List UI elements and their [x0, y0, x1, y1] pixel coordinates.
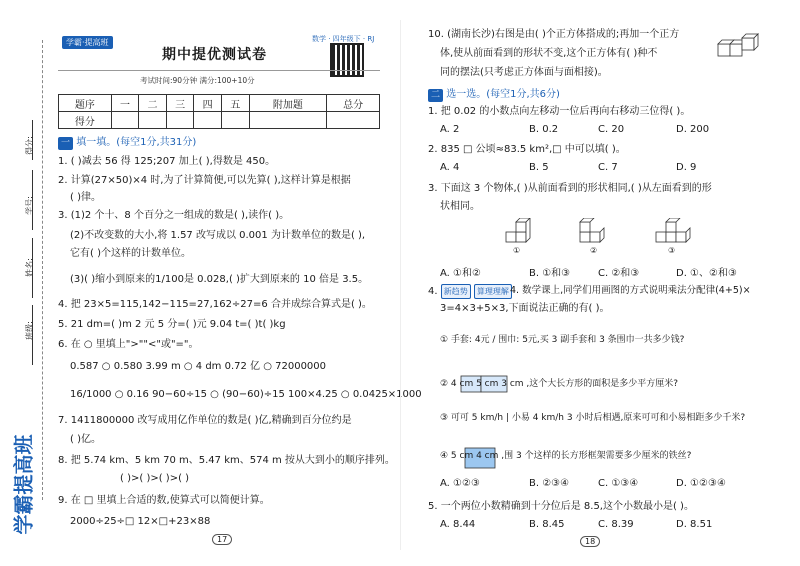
score-table	[58, 94, 380, 129]
option[interactable]: C. 7	[598, 162, 618, 173]
option[interactable]: D. 200	[676, 124, 710, 135]
question-6-row1: 0.587 ○ 0.580 3.99 m ○ 4 dm 0.72 亿 ○ 72000000	[70, 361, 327, 372]
choice-question-3-cont: 状相同。	[440, 201, 480, 212]
brand-vertical-logo: 学霸提高班	[11, 434, 36, 535]
margin-line	[32, 120, 33, 160]
margin-name-label: 姓名:	[24, 258, 34, 277]
margin-class-label: 班级:	[24, 321, 34, 340]
q4-item-1: ① 手套: 4元 / 围巾: 5元,买 3 副手套和 3 条围巾一共多少钱?	[440, 335, 685, 345]
score-cell: 得分	[59, 112, 112, 129]
question-5: 5. 21 dm=( )m 2 元 5 分=( )元 9.04 t=( )t( )kg	[58, 319, 286, 330]
score-input[interactable]	[327, 112, 380, 129]
score-cell: 总分	[327, 95, 380, 112]
question-3-2: (2)不改变数的大小,将 1.57 改写成以 0.001 为计数单位的数是( ),	[70, 230, 366, 241]
q4-item-4: ④ 5 cm 4 cm ,围 3 个这样的长方形框架需要多少厘米的铁丝?	[440, 451, 692, 461]
option[interactable]: B. 8.45	[529, 519, 565, 530]
section-1-heading	[58, 136, 196, 150]
option[interactable]: C. ②和③	[598, 268, 640, 279]
question-8: 8. 把 5.74 km、5 km 70 m、5.47 km、574 m 按从大到小的顺序排列。	[58, 455, 395, 466]
margin-line	[32, 305, 33, 365]
question-8-answer: ( )>( )>( )>( )	[120, 473, 190, 484]
subject-grade: 数学 · 四年级下 · RJ	[312, 35, 375, 43]
option[interactable]: B. ①和③	[529, 268, 571, 279]
question-9-exprs: 2000÷25÷□ 12×□+23×88	[70, 516, 211, 527]
question-6-row2: 16/1000 ○ 0.16 90−60÷15 ○ (90−60)÷15 100×4.25 ○ 0.0425×1000	[70, 389, 422, 400]
question-2-cont: ( )律。	[70, 192, 101, 203]
option[interactable]: C. 20	[598, 124, 625, 135]
section-2-heading	[428, 88, 560, 102]
question-10-cont2: 同的摆法(只考虑正方体面与面相接)。	[440, 67, 608, 78]
score-input[interactable]	[111, 112, 139, 129]
dashed-cut-line	[42, 40, 43, 500]
option[interactable]: D. ①、②和③	[676, 268, 737, 279]
question-7-cont: ( )亿。	[70, 434, 101, 445]
brand-badge: 学霸·提高班	[62, 36, 113, 49]
section-badge: 二	[428, 89, 443, 102]
question-3: 3. (1)2 个十、8 个百分之一组成的数是( ),读作( )。	[58, 210, 290, 221]
option[interactable]: A. ①②③	[440, 478, 480, 489]
option[interactable]: A. 4	[440, 162, 460, 173]
section-title: 填一填。(每空1分,共31分)	[76, 137, 197, 148]
score-input[interactable]	[166, 112, 194, 129]
question-9: 9. 在 □ 里填上合适的数,使算式可以简便计算。	[58, 495, 270, 506]
figure-label: ①	[513, 246, 521, 255]
margin-score-label: 得分:	[24, 136, 34, 155]
question-1: 1. ( )减去 56 得 125;207 加上( ),得数是 450。	[58, 156, 276, 167]
qr-code	[330, 43, 364, 77]
score-cell: 二	[139, 95, 167, 112]
question-6: 6. 在 ○ 里填上">""<"或"="。	[58, 339, 199, 350]
choice-question-4-stem-cont: 3=4×3+5×3,下面说法正确的有( )。	[440, 303, 610, 314]
section-badge: 一	[58, 137, 73, 150]
option[interactable]: A. 8.44	[440, 519, 476, 530]
header-rule	[58, 70, 380, 71]
score-cell: 五	[221, 95, 249, 112]
score-cell: 三	[166, 95, 194, 112]
option[interactable]: D. 8.51	[676, 519, 713, 530]
option[interactable]: D. ①②③④	[676, 478, 726, 489]
score-input[interactable]	[139, 112, 167, 129]
q4-item-3: ③ 可可 5 km/h | 小易 4 km/h 3 小时后相遇,原来可可和小易相距多少千米?	[440, 413, 746, 423]
score-cell: 题序	[59, 95, 112, 112]
choice-question-4	[428, 284, 512, 299]
choice-question-3: 3. 下面这 3 个物体,( )从前面看到的形状相同,( )从左面看到的形	[428, 183, 712, 194]
choice-question-1: 1. 把 0.02 的小数点向左移动一位后再向右移动三位得( )。	[428, 106, 691, 117]
score-cell: 一	[111, 95, 139, 112]
margin-line	[32, 238, 33, 298]
choice-question-5: 5. 一个两位小数精确到十分位后是 8.5,这个小数最小是( )。	[428, 501, 694, 512]
cube-objects-figure	[496, 218, 716, 258]
left-margin	[0, 0, 50, 566]
margin-line	[32, 170, 33, 230]
page-number-left: 17	[212, 534, 232, 545]
page-divider	[400, 20, 401, 550]
score-cell: 四	[194, 95, 222, 112]
option[interactable]: B. ②③④	[529, 478, 570, 489]
question-7: 7. 1411800000 改写成用亿作单位的数是( )亿,精确到百分位约是	[58, 415, 352, 426]
page-number-right: 18	[580, 536, 600, 547]
exam-info: 考试时间:90分钟 满分:100+10分	[140, 76, 255, 85]
q4-item-2: ② 4 cm 5 cm 3 cm ,这个大长方形的面积是多少平方厘米?	[440, 379, 679, 389]
score-input[interactable]	[249, 112, 327, 129]
score-input[interactable]	[194, 112, 222, 129]
trend-tag: 新趋势	[441, 284, 471, 299]
option[interactable]: A. ①和②	[440, 268, 481, 279]
option[interactable]: B. 5	[529, 162, 549, 173]
option[interactable]: B. 0.2	[529, 124, 559, 135]
figure-label: ③	[668, 246, 676, 255]
question-10: 10. (湖南长沙)右图是由( )个正方体搭成的;再加一个正方	[428, 29, 680, 40]
figure-label: ②	[590, 246, 598, 255]
question-4: 4. 把 23×5=115,142−115=27,162÷27=6 合并成综合算式是( )。	[58, 299, 372, 310]
option[interactable]: A. 2	[440, 124, 460, 135]
q4-number: 4.	[428, 286, 441, 297]
concept-tag: 算理理解	[474, 284, 512, 299]
score-input[interactable]	[221, 112, 249, 129]
question-3-3: (3)( )缩小到原来的1/100是 0.028,( )扩大到原来的 10 倍是 3.5。	[70, 274, 369, 285]
choice-question-4-stem: 4. 数学课上,同学们用画图的方式说明乘法分配律(4+5)×	[510, 285, 751, 296]
page-title: 期中提优测试卷	[162, 47, 267, 63]
choice-question-2: 2. 835 □ 公顷≈83.5 km²,□ 中可以填( )。	[428, 144, 626, 155]
question-2: 2. 计算(27×50)×4 时,为了计算简便,可以先算( ),这样计算是根据	[58, 175, 351, 186]
question-3-2-cont: 它有( )个这样的计数单位。	[70, 248, 191, 259]
score-cell: 附加题	[249, 95, 327, 112]
margin-id-label: 学号:	[24, 196, 34, 215]
section-title: 选一选。(每空1分,共6分)	[446, 89, 560, 100]
option[interactable]: C. ①③④	[598, 478, 639, 489]
cube-stack-figure	[716, 30, 768, 60]
option[interactable]: C. 8.39	[598, 519, 634, 530]
question-10-cont: 体,使从前面看到的形状不变,这个正方体有( )种不	[440, 48, 658, 59]
option[interactable]: D. 9	[676, 162, 697, 173]
